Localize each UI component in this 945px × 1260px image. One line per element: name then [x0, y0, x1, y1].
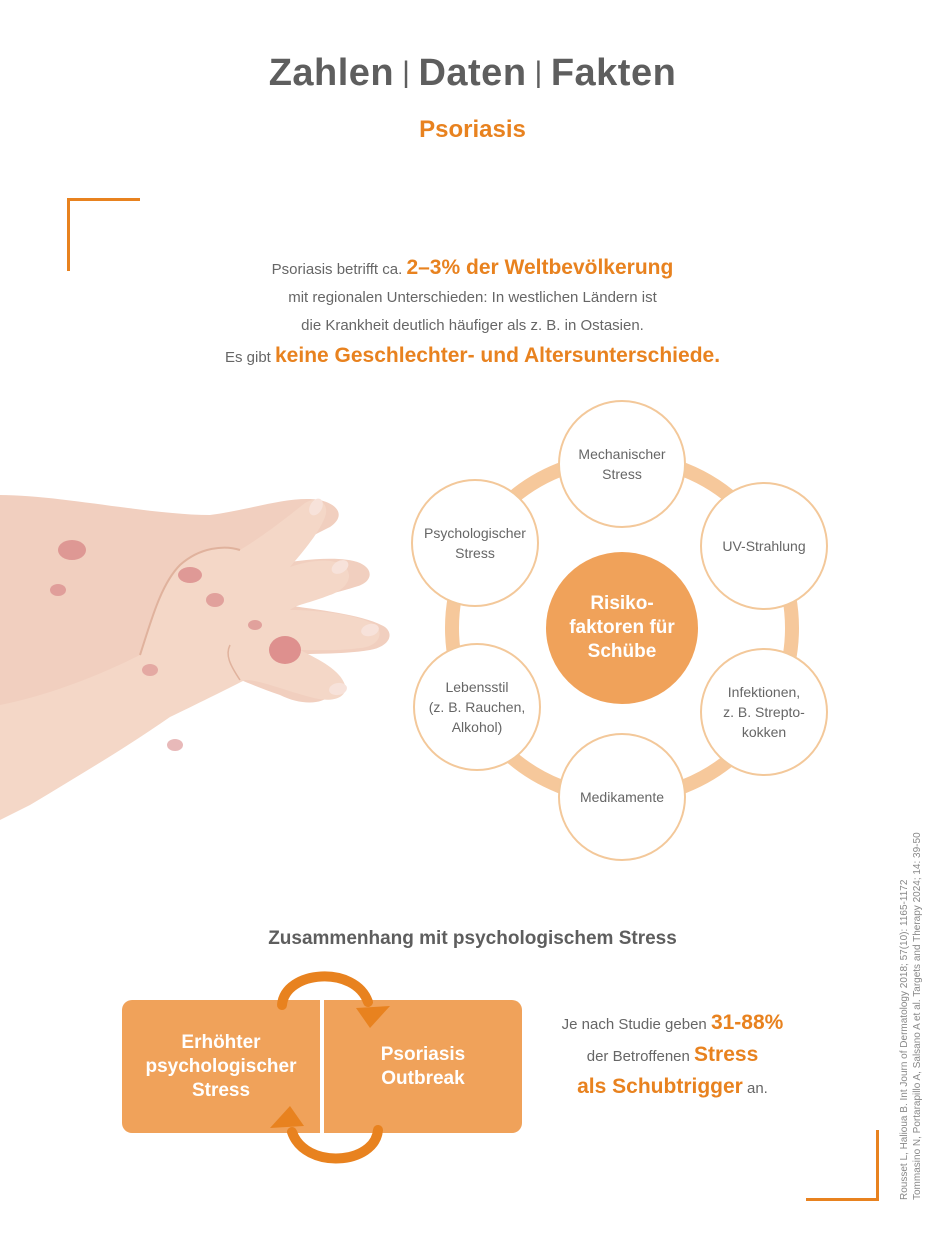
- stress-text-suffix: an.: [747, 1080, 768, 1097]
- factor-label-line: UV-Strahlung: [722, 538, 806, 554]
- factor-label-line: Lebensstil: [445, 679, 509, 695]
- intro-line-2: mit regionalen Unterschieden: In westlichen Ländern ist: [288, 289, 657, 306]
- corner-decoration-bottom-right: [806, 1130, 879, 1201]
- stress-text-line-3: [540, 1072, 805, 1104]
- intro-highlight-no-differences: keine Geschlechter- und Altersunterschiede.: [275, 344, 721, 367]
- factor-label-line: kokken: [741, 724, 787, 740]
- factor-label-line: Stress: [455, 545, 495, 561]
- source-references: [898, 800, 923, 1200]
- factor-medikamente: [558, 733, 686, 861]
- intro-highlight-population: 2–3% der Weltbevölkerung: [406, 256, 674, 279]
- factor-label-line: Medikamente: [579, 789, 665, 805]
- page-subtitle: Psoriasis: [419, 116, 526, 143]
- intro-line-1: [0, 254, 945, 284]
- factor-lebensstil: [413, 643, 541, 771]
- box-label-line: Outbreak: [381, 1067, 465, 1089]
- intro-line-4: [0, 342, 945, 372]
- stress-text-prefix: der Betroffenen: [586, 1048, 690, 1065]
- factor-uv-strahlung: [700, 482, 828, 610]
- stress-percentage: 31-88%: [710, 1011, 784, 1034]
- title-part-fakten: Fakten: [550, 52, 677, 94]
- psoriasis-hands-image: [0, 455, 400, 895]
- box-label-line: Stress: [191, 1079, 251, 1101]
- factor-label-line: Mechanischer: [578, 446, 666, 462]
- stress-highlight: Stress: [694, 1043, 759, 1066]
- intro-text: [0, 254, 945, 372]
- box-label-line: Psoriasis: [380, 1043, 466, 1065]
- stress-trigger-highlight: als Schubtrigger: [577, 1075, 743, 1098]
- intro-line-1-prefix: Psoriasis betrifft ca.: [271, 261, 403, 278]
- factor-label-line: z. B. Strepto-: [723, 704, 805, 720]
- factor-psychologischer-stress: [411, 479, 539, 607]
- title-part-zahlen: Zahlen: [268, 52, 395, 94]
- stress-text-prefix: Je nach Studie geben: [561, 1016, 707, 1033]
- risk-factor-wheel: [395, 395, 845, 865]
- center-label-line: faktoren für: [569, 617, 675, 638]
- center-label-line: Schübe: [587, 641, 657, 662]
- stress-text-line-1: [540, 1008, 805, 1040]
- intro-line-3: die Krankheit deutlich häufiger als z. B. in Ostasien.: [301, 317, 644, 334]
- stress-text-line-2: [540, 1040, 805, 1072]
- stress-statistic-text: [540, 1008, 805, 1104]
- intro-line-4-prefix: Es gibt: [224, 349, 271, 366]
- source-line-1: Rousset L, Halioua B. Int Journ of Dermatology 2018; 57(10): 1165-1172: [899, 879, 910, 1200]
- factor-infektionen: [700, 648, 828, 776]
- source-line-2: Tommasino N, Portarapillo A, Salsano A et al. Targets and Therapy 2024; 14: 39-50: [912, 832, 923, 1200]
- factor-label-line: Infektionen,: [727, 684, 801, 700]
- box-label-line: psychologischer: [145, 1055, 297, 1077]
- center-label-line: Risiko-: [590, 593, 654, 614]
- page-title: [0, 52, 945, 95]
- factor-mechanischer-stress: [558, 400, 686, 528]
- title-separator: |: [534, 56, 543, 89]
- box-label-line: Erhöhter: [181, 1031, 261, 1053]
- factor-label-line: Stress: [602, 466, 642, 482]
- title-part-daten: Daten: [418, 52, 527, 94]
- stress-section-heading: Zusammenhang mit psychologischem Stress: [268, 928, 677, 949]
- cycle-arrows-icon: [260, 960, 400, 1175]
- title-separator: |: [402, 56, 411, 89]
- risk-center-label: [546, 552, 698, 704]
- factor-label-line: (z. B. Rauchen,: [428, 699, 526, 715]
- factor-label-line: Psychologischer: [424, 525, 526, 541]
- factor-label-line: Alkohol): [451, 719, 503, 735]
